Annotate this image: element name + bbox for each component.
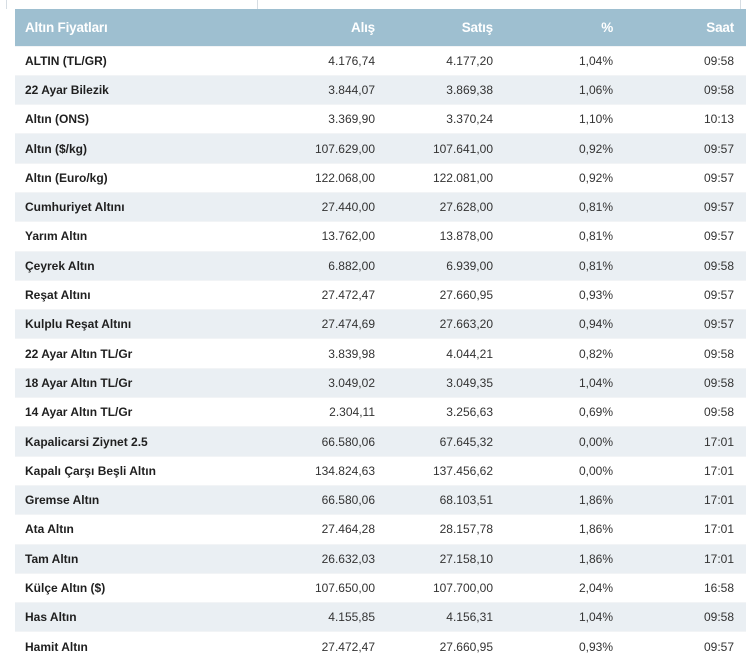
column-header-sell[interactable]: Satış [461, 19, 493, 35]
cell-time: 09:57 [623, 632, 746, 661]
cell-name: ALTIN (TL/GR) [15, 46, 258, 75]
table-row[interactable] [15, 485, 746, 514]
cell-change: 1,10% [506, 105, 623, 134]
cell-buy: 26.632,03 [258, 544, 388, 573]
cell-name: Hamit Altın [15, 632, 258, 661]
cell-time: 09:58 [623, 46, 746, 75]
cell-sell: 27.158,10 [388, 544, 506, 573]
column-header-buy[interactable]: Alış [351, 19, 375, 35]
cell-buy: 3.844,07 [258, 75, 388, 104]
table-row[interactable] [15, 339, 746, 368]
cell-change: 0,69% [506, 398, 623, 427]
cell-buy: 66.580,06 [258, 427, 388, 456]
table-row[interactable] [15, 134, 746, 163]
cell-sell: 137.456,62 [388, 456, 506, 485]
cell-time: 09:57 [623, 163, 746, 192]
cell-change: 1,04% [506, 603, 623, 632]
cell-name: Cumhuriyet Altını [15, 192, 258, 221]
cell-sell: 27.660,95 [388, 632, 506, 661]
cell-change: 1,86% [506, 485, 623, 514]
cell-buy: 4.155,85 [258, 603, 388, 632]
cell-change: 0,93% [506, 280, 623, 309]
cell-name: 22 Ayar Altın TL/Gr [15, 339, 258, 368]
table-row[interactable] [15, 515, 746, 544]
table-row[interactable] [15, 251, 746, 280]
table-row[interactable] [15, 222, 746, 251]
table-row[interactable] [15, 456, 746, 485]
cell-time: 09:58 [623, 75, 746, 104]
column-header-time[interactable]: Saat [706, 19, 734, 35]
top-strip [0, 0, 750, 9]
cell-change: 0,81% [506, 192, 623, 221]
cell-name: Gremse Altın [15, 485, 258, 514]
cell-change: 0,81% [506, 222, 623, 251]
cell-change: 0,00% [506, 427, 623, 456]
cell-buy: 134.824,63 [258, 456, 388, 485]
cell-buy: 13.762,00 [258, 222, 388, 251]
cell-sell: 67.645,32 [388, 427, 506, 456]
cell-name: 18 Ayar Altın TL/Gr [15, 368, 258, 397]
cell-buy: 66.580,06 [258, 485, 388, 514]
cell-sell: 13.878,00 [388, 222, 506, 251]
cell-name: Yarım Altın [15, 222, 258, 251]
cell-name: 14 Ayar Altın TL/Gr [15, 398, 258, 427]
column-header-change[interactable]: % [601, 19, 613, 35]
cell-sell: 27.628,00 [388, 192, 506, 221]
cell-sell: 27.663,20 [388, 310, 506, 339]
table-row[interactable] [15, 398, 746, 427]
cell-name: Çeyrek Altın [15, 251, 258, 280]
cell-change: 0,94% [506, 310, 623, 339]
cell-sell: 107.700,00 [388, 573, 506, 602]
cell-time: 09:58 [623, 398, 746, 427]
cell-sell: 3.869,38 [388, 75, 506, 104]
table-row[interactable] [15, 192, 746, 221]
table-row[interactable] [15, 46, 746, 75]
cell-buy: 2.304,11 [258, 398, 388, 427]
cell-sell: 6.939,00 [388, 251, 506, 280]
cell-buy: 4.176,74 [258, 46, 388, 75]
table-row[interactable] [15, 310, 746, 339]
cell-name: Altın ($/kg) [15, 134, 258, 163]
table-row[interactable] [15, 603, 746, 632]
cell-change: 1,06% [506, 75, 623, 104]
cell-buy: 3.839,98 [258, 339, 388, 368]
cell-buy: 27.472,47 [258, 280, 388, 309]
cell-change: 0,81% [506, 251, 623, 280]
cell-sell: 3.049,35 [388, 368, 506, 397]
cell-name: Altın (Euro/kg) [15, 163, 258, 192]
cell-buy: 27.474,69 [258, 310, 388, 339]
cell-time: 16:58 [623, 573, 746, 602]
column-header-name[interactable]: Altın Fiyatları [25, 19, 108, 35]
cell-sell: 4.177,20 [388, 46, 506, 75]
cell-time: 17:01 [623, 485, 746, 514]
table-row[interactable] [15, 427, 746, 456]
cell-change: 1,86% [506, 544, 623, 573]
cell-change: 1,86% [506, 515, 623, 544]
cell-buy: 3.369,90 [258, 105, 388, 134]
cell-buy: 27.472,47 [258, 632, 388, 661]
cell-buy: 3.049,02 [258, 368, 388, 397]
table-row[interactable] [15, 632, 746, 661]
cell-change: 2,04% [506, 573, 623, 602]
cell-sell: 107.641,00 [388, 134, 506, 163]
cell-time: 09:57 [623, 222, 746, 251]
cell-change: 0,93% [506, 632, 623, 661]
cell-time: 17:01 [623, 456, 746, 485]
cell-sell: 4.156,31 [388, 603, 506, 632]
cell-time: 17:01 [623, 544, 746, 573]
cell-buy: 27.440,00 [258, 192, 388, 221]
cell-sell: 3.370,24 [388, 105, 506, 134]
cell-sell: 28.157,78 [388, 515, 506, 544]
cell-name: Tam Altın [15, 544, 258, 573]
cell-name: Has Altın [15, 603, 258, 632]
cell-time: 09:58 [623, 603, 746, 632]
divider [257, 0, 258, 9]
table-body [15, 46, 746, 661]
cell-buy: 107.629,00 [258, 134, 388, 163]
cell-name: Reşat Altını [15, 280, 258, 309]
gold-price-table [15, 9, 746, 661]
cell-buy: 107.650,00 [258, 573, 388, 602]
table-row[interactable] [15, 75, 746, 104]
cell-name: Kapalı Çarşı Beşli Altın [15, 456, 258, 485]
cell-time: 09:58 [623, 368, 746, 397]
cell-buy: 122.068,00 [258, 163, 388, 192]
table-header [15, 9, 746, 46]
cell-time: 09:58 [623, 251, 746, 280]
cell-change: 0,92% [506, 134, 623, 163]
cell-buy: 6.882,00 [258, 251, 388, 280]
cell-change: 0,00% [506, 456, 623, 485]
table-row[interactable] [15, 105, 746, 134]
table-row[interactable] [15, 368, 746, 397]
cell-time: 09:57 [623, 134, 746, 163]
cell-time: 09:57 [623, 310, 746, 339]
cell-time: 17:01 [623, 515, 746, 544]
table-row[interactable] [15, 573, 746, 602]
divider [6, 0, 7, 9]
cell-sell: 27.660,95 [388, 280, 506, 309]
table-row[interactable] [15, 280, 746, 309]
cell-time: 09:57 [623, 192, 746, 221]
cell-time: 09:57 [623, 280, 746, 309]
divider [740, 0, 741, 9]
cell-change: 1,04% [506, 46, 623, 75]
cell-name: 22 Ayar Bilezik [15, 75, 258, 104]
cell-change: 0,92% [506, 163, 623, 192]
cell-name: Kapalicarsi Ziynet 2.5 [15, 427, 258, 456]
cell-sell: 4.044,21 [388, 339, 506, 368]
cell-name: Külçe Altın ($) [15, 573, 258, 602]
cell-buy: 27.464,28 [258, 515, 388, 544]
cell-sell: 3.256,63 [388, 398, 506, 427]
cell-name: Ata Altın [15, 515, 258, 544]
cell-name: Altın (ONS) [15, 105, 258, 134]
cell-sell: 122.081,00 [388, 163, 506, 192]
cell-time: 17:01 [623, 427, 746, 456]
cell-sell: 68.103,51 [388, 485, 506, 514]
table-header-row [15, 9, 746, 46]
table-row[interactable] [15, 544, 746, 573]
cell-time: 09:58 [623, 339, 746, 368]
table-row[interactable] [15, 163, 746, 192]
cell-name: Kulplu Reşat Altını [15, 310, 258, 339]
cell-time: 10:13 [623, 105, 746, 134]
cell-change: 0,82% [506, 339, 623, 368]
cell-change: 1,04% [506, 368, 623, 397]
